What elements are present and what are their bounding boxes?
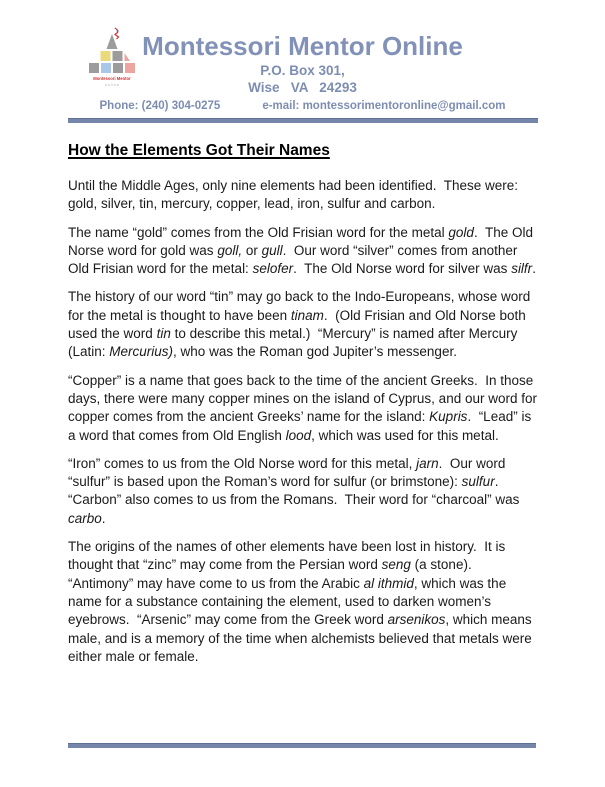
footer-divider [68, 743, 536, 748]
document-title: How the Elements Got Their Names [68, 142, 330, 159]
contact-row [0, 99, 605, 114]
paragraph: Until the Middle Ages, only nine elements had been identified. These were: gold, silver, tin, mercury, copper, lead, iron, sulfur and carbon. [68, 178, 522, 212]
document-paragraphs [68, 177, 541, 666]
document-content [68, 141, 541, 666]
paragraph: The origins of the names of other elements have been lost in history. It is thought that “zinc” may come from the Persian word seng (a stone). “Antimony” may have come to us from the Arabic al ithmid, which was the name for a substance containing the element, used to darken women’s eyebrows. “Arsenic” may come from the Greek word arsenikos, which means male, and is a memory of the time when alchemists believed that metals were either male or female. [68, 539, 536, 664]
paragraph: The history of our word “tin” may go back to the Indo-Europeans, whose word for the metal is thought to have been tinam. (Old Frisian and Old Norse both used the word tin to describe this metal.) “Mercury” is named after Mercury (Latin: Mercurius), who was the Roman god Jupiter’s messenger. [68, 289, 534, 360]
address-line-2: Wise VA 24293 [248, 80, 357, 95]
header-divider [68, 118, 538, 123]
address-line-1: P.O. Box 301, [260, 63, 345, 78]
montessori-mentor-logo-icon [86, 27, 138, 89]
logo-caption: Montessori Mentor [93, 76, 131, 81]
email-address: e-mail: montessorimentoronline@gmail.com [262, 100, 506, 112]
paragraph: “Iron” comes to us from the Old Norse word for this metal, jarn. Our word “sulfur” is based upon the Roman’s word for sulfur (or brimstone): sulfur. “Carbon” also comes to us from the Romans. Their word for “charcoal” was carbo. [68, 455, 524, 526]
logo-scribble-icon [115, 28, 119, 39]
letterhead [0, 0, 605, 114]
logo-caption-sub: o n l i n e [105, 83, 119, 87]
phone-number: Phone: (240) 304-0275 [99, 100, 221, 112]
paragraph: “Copper” is a name that goes back to the time of the ancient Greeks. In those days, there were many copper mines on the island of Cyprus, and our word for copper comes from the ancient Greeks’ name for the island: Kupris. “Lead” is a word that comes from Old English lood, which was used for this metal. [68, 372, 541, 443]
paragraph: The name “gold” comes from the Old Frisian word for the metal gold. The Old Norse word for gold was goll, or gull. Our word “silver” comes from another Old Frisian word for the metal: selofer. The Old Norse word for silver was silfr. [68, 224, 537, 277]
org-name: Montessori Mentor Online [142, 31, 463, 61]
